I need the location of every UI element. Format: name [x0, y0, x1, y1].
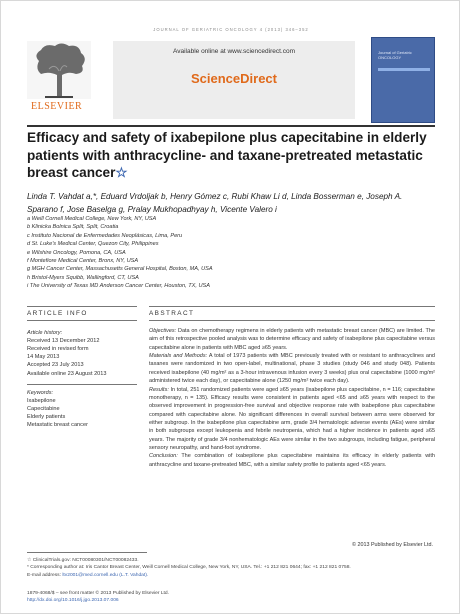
keywords-label: Keywords:: [27, 389, 54, 396]
history-item: 14 May 2013: [27, 354, 60, 361]
affiliation-item: b Klinicka Bolnica Split, Split, Croatia: [27, 224, 119, 231]
article-title-text: Efficacy and safety of ixabepilone plus capecitabine in elderly patients with anthracycline- and taxane-pretreated metastatic breast cancer: [27, 130, 427, 181]
elsevier-wordmark: ELSEVIER: [31, 101, 83, 112]
cover-band: [378, 68, 430, 71]
affiliation-item: g MGH Cancer Center, Massachusetts General Hospital, Boston, MA, USA: [27, 266, 213, 273]
affiliation-item: e Wilshire Oncology, Pomona, CA, USA: [27, 249, 126, 256]
issn-line: 1879-4068/$ – see front matter © 2013 Published by Elsevier Ltd.: [27, 591, 169, 596]
abstract-text: The combination of ixabepilone plus capecitabine maintains its efficacy in elderly patients with anthracycline and taxane-pretreated MBC, with a similar safety profile to patients aged <65 years.: [149, 453, 435, 468]
abstract-paragraph: [149, 452, 435, 469]
footnotes: [27, 557, 435, 579]
keyword-item: Ixabepilone: [27, 397, 56, 404]
doi-link[interactable]: http://dx.doi.org/10.1016/j.jgo.2013.07.006: [27, 598, 119, 604]
article-info-column: [27, 329, 137, 429]
abstract-text: Data on chemotherapy regimens in elderly patients with metastatic breast cancer (MBC) are limited. The aim of this retrospective pooled analysis was to determine efficacy and safety of ixabepilone plus capecitabine versus capecitabine alone in patients with MBC aged ≥65 years.: [149, 328, 435, 351]
abstract-lead: Objectives:: [149, 328, 177, 334]
author-list: Linda T. Vahdat a,*, Eduard Vrdoljak b, Henry Gómez c, Rubi Khaw Li d, Linda Bosserman e, Joseph A. Sparano f, Jose Baselga g, Pralay Mukhopadhyay h, Vicente Valero i: [27, 192, 403, 214]
abstract-paragraph: [149, 386, 435, 453]
keyword-item: Elderly patients: [27, 413, 66, 420]
abstract-paragraph: [149, 352, 435, 385]
history-item: Received 13 December 2012: [27, 338, 100, 345]
abstract-paragraph: [149, 327, 435, 352]
email-footnote: [27, 572, 435, 579]
title-footnote-star[interactable]: ☆: [115, 165, 128, 181]
journal-banner: [27, 37, 435, 125]
article-title: [27, 129, 435, 182]
abstract-lead: Materials and Methods:: [149, 353, 208, 360]
affiliation-item: h Bristol-Myers Squibb, Wallingford, CT, USA: [27, 274, 139, 281]
keywords-rule: [27, 384, 137, 385]
affiliation-item: c Instituto Nacional de Enfermedades Neoplásicas, Lima, Peru: [27, 232, 183, 239]
history-item: Available online 23 August 2013: [27, 370, 107, 377]
history-label: Article history:: [27, 330, 63, 336]
sciencedirect-band: [113, 41, 355, 119]
tree-logo-icon: [27, 41, 91, 99]
affiliation-item: d St. Luke's Medical Center, Quezon City, Philippines: [27, 241, 159, 248]
abstract-text: A total of 1973 patients with MBC previously treated with or resistant to anthracyclines and taxanes were randomized in two open-label, multinational, phase 3 studies (study 046 and study 048). Patients received ixabepilone (40 mg/m² as a 3-hour intravenous infusion every 3 weeks) plus oral capecitabine (1000 mg/m² administered twice each day), or capecitabine alone (1250 mg/m² twice each day).: [149, 353, 435, 385]
affiliation-item: f Montefiore Medical Center, Bronx, NY, USA: [27, 257, 139, 264]
affiliation-item: i The University of Texas MD Anderson Cancer Center, Houston, TX, USA: [27, 283, 211, 290]
trial-footnote: ☆ ClinicalTrials.gov: NCT00080301/NCT00082433.: [27, 558, 139, 563]
abstract-rule-bottom: [149, 320, 435, 321]
history-item: Accepted 23 July 2013: [27, 362, 84, 369]
abstract-heading: ABSTRACT: [149, 310, 195, 317]
abstract-body: [149, 327, 435, 469]
corresponding-footnote: * Corresponding author at: Iris Cantor Breast Center, Weill Cornell Medical College, New York, NY, USA. Tel.: +1 212 821 0644; fax: +1 212 821 0758.: [27, 565, 351, 571]
journal-running-head: JOURNAL OF GERIATRIC ONCOLOGY 4 (2013) 346–352: [153, 27, 309, 32]
history-item: Received in revised form: [27, 346, 89, 353]
journal-cover-thumbnail: [371, 37, 435, 123]
abstract-lead: Results:: [149, 386, 169, 393]
elsevier-logo: [27, 41, 91, 125]
abstract-text: In total, 251 randomized patients were aged ≥65 years (ixabepilone plus capecitabine, n = 116; capecitabine monotherapy, n = 135). Efficacy results were consistent in patients aged <65 and ≥65 years with respect to the observed improvement in progression-free survival and objective response rate with ixabepilone plus capecitabine compared with capecitabine alone. No significant differences in overall survival between arms were observed for either subgroup. In the ixabepilone plus capecitabine arm, grade 3/4 hematologic adverse events (AEs) were similar in both subgroups except leukopenia and febrile neutropenia, which had a higher incidence in patients aged ≥65 years. The majority of grade 3/4 nonhematologic AEs were similar in the two subgroups, including fatigue, peripheral sensory neuropathy, and hand-foot syndrome.: [149, 386, 435, 452]
abstract-lead: Conclusion:: [149, 453, 178, 460]
header-rule: [27, 125, 435, 127]
article-info-heading: ARTICLE INFO: [27, 310, 88, 317]
cover-title: Journal of Geriatric ONCOLOGY: [378, 50, 412, 61]
email-label: E-mail address:: [27, 572, 63, 578]
keyword-item: Metastatic breast cancer: [27, 422, 88, 429]
abstract-copyright: © 2013 Published by Elsevier Ltd.: [352, 542, 433, 548]
sciencedirect-logo: ScienceDirect: [191, 71, 277, 86]
email-link[interactable]: ltv2001@med.cornell.edu (L.T. Vahdat).: [62, 572, 149, 578]
available-online-text: Available online at www.sciencedirect.com: [173, 48, 295, 55]
page-footer: [27, 590, 435, 605]
article-info-rule-top: [27, 306, 137, 307]
affiliation-list: [27, 215, 435, 291]
footnote-rule: [27, 552, 147, 553]
keyword-item: Capecitabine: [27, 405, 60, 412]
affiliation-item: a Weill Cornell Medical College, New York, NY, USA: [27, 216, 157, 222]
article-info-rule-bottom: [27, 320, 137, 321]
abstract-rule-top: [149, 306, 435, 307]
